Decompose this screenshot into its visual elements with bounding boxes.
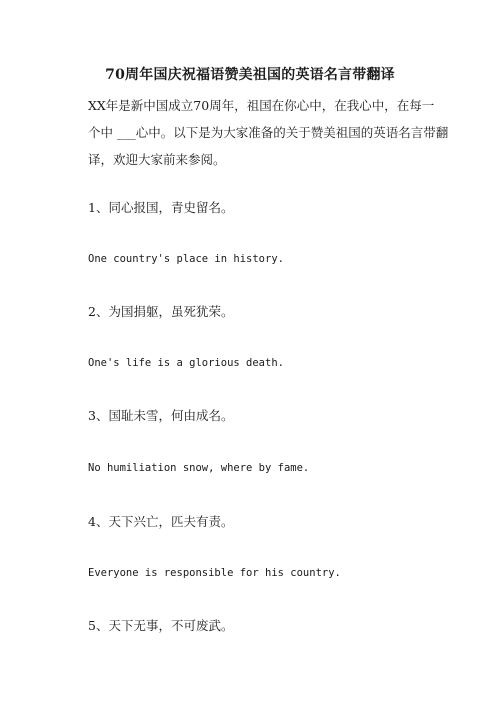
quote-1-english: One country's place in history. [88, 253, 284, 265]
document-title: 70周年国庆祝福语赞美祖国的英语名言带翻译 [105, 67, 395, 83]
quote-5-chinese: 5、天下无事，不可废武。 [88, 618, 234, 633]
quote-3-english: No humiliation snow, where by fame. [88, 462, 310, 474]
intro-line: XX年是新中国成立70周年，祖国在你心中，在我心中，在每一 [88, 98, 435, 113]
intro-line: 译，欢迎大家前来参阅。 [88, 152, 226, 167]
quote-1-chinese: 1、同心报国，青史留名。 [88, 200, 234, 215]
quote-4-chinese: 4、天下兴亡，匹夫有责。 [88, 514, 234, 529]
quote-3-chinese: 3、国耻未雪，何由成名。 [88, 408, 234, 423]
quote-2-english: One's life is a glorious death. [88, 357, 284, 369]
quote-4-english: Everyone is responsible for his country. [88, 567, 341, 579]
intro-paragraph [88, 92, 449, 173]
quote-2-chinese: 2、为国捐躯，虽死犹荣。 [88, 304, 234, 319]
intro-line: 个中 ___心中。以下是为大家准备的关于赞美祖国的英语名言带翻 [88, 125, 449, 140]
